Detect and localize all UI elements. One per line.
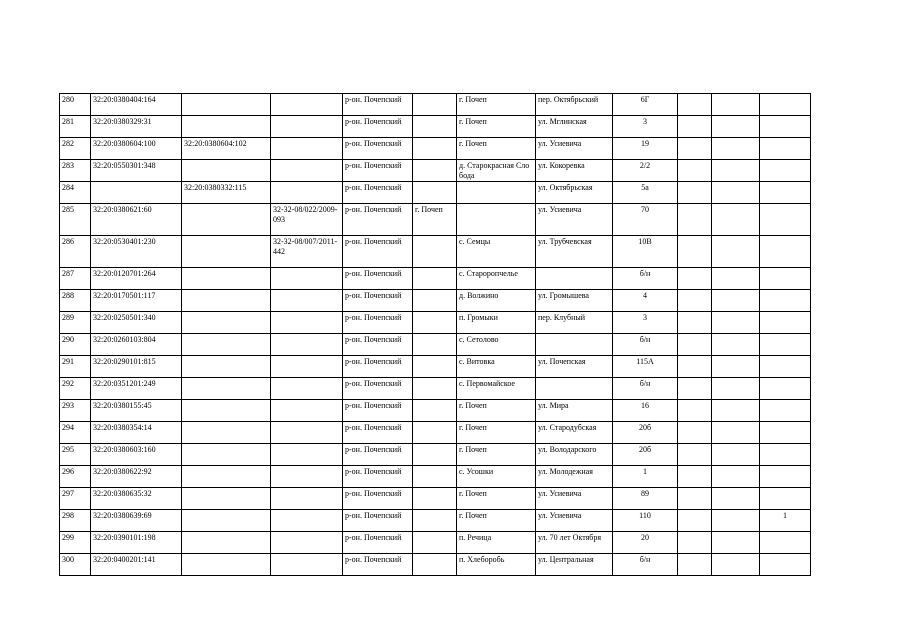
extra-cell-3 xyxy=(760,400,811,422)
table-row xyxy=(60,554,811,576)
settlement-cell: г. Почеп xyxy=(457,444,536,466)
row-number-cell: 285 xyxy=(60,204,91,236)
extra-cell-2 xyxy=(712,334,760,356)
row-number-cell: 298 xyxy=(60,510,91,532)
district-cell: р-он. Почепский xyxy=(343,94,413,116)
extra-cell-3 xyxy=(760,204,811,236)
property-table xyxy=(59,93,811,576)
extra-cell-3 xyxy=(760,312,811,334)
cadastral-number-cell: 32:20:0400201:141 xyxy=(91,554,182,576)
extra-cell-2 xyxy=(712,268,760,290)
extra-cell-2 xyxy=(712,290,760,312)
extra-cell-1 xyxy=(678,356,712,378)
cadastral-number-cell: 32:20:0380604:100 xyxy=(91,138,182,160)
registration-number-cell xyxy=(271,138,343,160)
district-cell: р-он. Почепский xyxy=(343,422,413,444)
extra-cell-2 xyxy=(712,444,760,466)
extra-cell-3 xyxy=(760,116,811,138)
settlement-cell: с. Сетолово xyxy=(457,334,536,356)
house-number-cell: 20 xyxy=(613,532,678,554)
district-cell: р-он. Почепский xyxy=(343,488,413,510)
cadastral-number-cell: 32:20:0380603:160 xyxy=(91,444,182,466)
street-cell: ул. Усиевича xyxy=(536,488,613,510)
cadastral-number-cell: 32:20:0351201:249 xyxy=(91,378,182,400)
registration-number-cell xyxy=(271,488,343,510)
house-number-cell: 70 xyxy=(613,204,678,236)
cadastral-number-2-cell xyxy=(182,554,271,576)
cadastral-number-cell: 32:20:0380329:31 xyxy=(91,116,182,138)
street-cell: ул. Усиевича xyxy=(536,138,613,160)
table-row xyxy=(60,400,811,422)
district-cell: р-он. Почепский xyxy=(343,400,413,422)
row-number-cell: 288 xyxy=(60,290,91,312)
registration-number-cell xyxy=(271,94,343,116)
extra-cell-1 xyxy=(678,334,712,356)
house-number-cell: б/н xyxy=(613,334,678,356)
house-number-cell: 16 xyxy=(613,400,678,422)
settlement-cell: г. Почеп xyxy=(457,400,536,422)
extra-cell-2 xyxy=(712,204,760,236)
cadastral-number-cell: 32:20:0380622:92 xyxy=(91,466,182,488)
city-cell: г. Почеп xyxy=(413,204,457,236)
cadastral-number-cell: 32:20:0380155:45 xyxy=(91,400,182,422)
house-number-cell: 89 xyxy=(613,488,678,510)
table-row xyxy=(60,290,811,312)
street-cell: ул. Усиевича xyxy=(536,204,613,236)
cadastral-number-cell: 32:20:0380621:60 xyxy=(91,204,182,236)
settlement-cell: г. Почеп xyxy=(457,116,536,138)
house-number-cell: 115А xyxy=(613,356,678,378)
row-number-cell: 280 xyxy=(60,94,91,116)
cadastral-number-2-cell xyxy=(182,378,271,400)
cadastral-number-cell: 32:20:0550301:348 xyxy=(91,160,182,182)
cadastral-number-cell: 32:20:0120701:264 xyxy=(91,268,182,290)
registration-number-cell xyxy=(271,444,343,466)
cadastral-number-2-cell xyxy=(182,356,271,378)
street-cell: ул. Громышева xyxy=(536,290,613,312)
extra-cell-3 xyxy=(760,182,811,204)
row-number-cell: 297 xyxy=(60,488,91,510)
extra-cell-2 xyxy=(712,116,760,138)
extra-cell-2 xyxy=(712,466,760,488)
city-cell xyxy=(413,510,457,532)
street-cell: ул. Кокоревка xyxy=(536,160,613,182)
extra-cell-3 xyxy=(760,94,811,116)
house-number-cell: 3 xyxy=(613,116,678,138)
city-cell xyxy=(413,400,457,422)
extra-cell-1 xyxy=(678,510,712,532)
street-cell: ул. Усиевича xyxy=(536,510,613,532)
extra-cell-3 xyxy=(760,236,811,268)
extra-cell-3 xyxy=(760,422,811,444)
street-cell: ул. Мглинская xyxy=(536,116,613,138)
street-cell: ул. Центральная xyxy=(536,554,613,576)
extra-cell-1 xyxy=(678,268,712,290)
extra-cell-2 xyxy=(712,236,760,268)
cadastral-number-2-cell xyxy=(182,204,271,236)
row-number-cell: 283 xyxy=(60,160,91,182)
registration-number-cell xyxy=(271,334,343,356)
house-number-cell: 19 xyxy=(613,138,678,160)
extra-cell-2 xyxy=(712,138,760,160)
street-cell: ул. 70 лет Октября xyxy=(536,532,613,554)
extra-cell-3 xyxy=(760,138,811,160)
district-cell: р-он. Почепский xyxy=(343,160,413,182)
cadastral-number-cell: 32:20:0170501:117 xyxy=(91,290,182,312)
extra-cell-2 xyxy=(712,312,760,334)
row-number-cell: 293 xyxy=(60,400,91,422)
cadastral-number-2-cell xyxy=(182,510,271,532)
settlement-cell: п. Громыки xyxy=(457,312,536,334)
extra-cell-1 xyxy=(678,160,712,182)
registration-number-cell xyxy=(271,400,343,422)
registration-number-cell xyxy=(271,378,343,400)
cadastral-number-cell: 32:20:0260103:804 xyxy=(91,334,182,356)
settlement-cell: с. Староропчелье xyxy=(457,268,536,290)
settlement-cell: с. Первомайское xyxy=(457,378,536,400)
house-number-cell: 10В xyxy=(613,236,678,268)
extra-cell-1 xyxy=(678,236,712,268)
city-cell xyxy=(413,378,457,400)
row-number-cell: 287 xyxy=(60,268,91,290)
extra-cell-2 xyxy=(712,400,760,422)
settlement-cell: с. Усошки xyxy=(457,466,536,488)
extra-cell-3 xyxy=(760,334,811,356)
row-number-cell: 294 xyxy=(60,422,91,444)
table-row xyxy=(60,182,811,204)
city-cell xyxy=(413,94,457,116)
city-cell xyxy=(413,312,457,334)
cadastral-number-cell: 32:20:0530401:230 xyxy=(91,236,182,268)
table-row xyxy=(60,444,811,466)
extra-cell-3 xyxy=(760,488,811,510)
district-cell: р-он. Почепский xyxy=(343,444,413,466)
city-cell xyxy=(413,236,457,268)
settlement-cell: д. Старокрасная Слобода xyxy=(457,160,536,182)
district-cell: р-он. Почепский xyxy=(343,510,413,532)
extra-cell-1 xyxy=(678,290,712,312)
extra-cell-2 xyxy=(712,488,760,510)
street-cell xyxy=(536,268,613,290)
extra-cell-2 xyxy=(712,532,760,554)
extra-cell-2 xyxy=(712,94,760,116)
extra-cell-3 xyxy=(760,532,811,554)
table-row xyxy=(60,356,811,378)
extra-cell-1 xyxy=(678,554,712,576)
registration-number-cell xyxy=(271,182,343,204)
table-row xyxy=(60,466,811,488)
table-row xyxy=(60,160,811,182)
table-row xyxy=(60,510,811,532)
extra-cell-1 xyxy=(678,116,712,138)
house-number-cell: 4 xyxy=(613,290,678,312)
city-cell xyxy=(413,182,457,204)
city-cell xyxy=(413,290,457,312)
row-number-cell: 286 xyxy=(60,236,91,268)
street-cell: ул. Октябрьская xyxy=(536,182,613,204)
house-number-cell: 2/2 xyxy=(613,160,678,182)
cadastral-number-2-cell xyxy=(182,116,271,138)
registration-number-cell xyxy=(271,532,343,554)
extra-cell-1 xyxy=(678,466,712,488)
extra-cell-2 xyxy=(712,182,760,204)
house-number-cell: б/н xyxy=(613,378,678,400)
house-number-cell: 5а xyxy=(613,182,678,204)
street-cell: пер. Октябрьский xyxy=(536,94,613,116)
cadastral-number-2-cell xyxy=(182,268,271,290)
cadastral-number-2-cell xyxy=(182,444,271,466)
settlement-cell xyxy=(457,182,536,204)
city-cell xyxy=(413,160,457,182)
street-cell xyxy=(536,378,613,400)
house-number-cell: 3 xyxy=(613,312,678,334)
row-number-cell: 290 xyxy=(60,334,91,356)
extra-cell-3 xyxy=(760,378,811,400)
settlement-cell: с. Витовка xyxy=(457,356,536,378)
district-cell: р-он. Почепский xyxy=(343,182,413,204)
settlement-cell xyxy=(457,204,536,236)
street-cell xyxy=(536,334,613,356)
city-cell xyxy=(413,138,457,160)
district-cell: р-он. Почепский xyxy=(343,466,413,488)
street-cell: пер. Клубный xyxy=(536,312,613,334)
extra-cell-1 xyxy=(678,532,712,554)
table-row xyxy=(60,116,811,138)
extra-cell-2 xyxy=(712,510,760,532)
street-cell: ул. Трубчевская xyxy=(536,236,613,268)
extra-cell-1 xyxy=(678,94,712,116)
district-cell: р-он. Почепский xyxy=(343,236,413,268)
settlement-cell: г. Почеп xyxy=(457,510,536,532)
house-number-cell: б/н xyxy=(613,268,678,290)
cadastral-number-2-cell xyxy=(182,160,271,182)
cadastral-number-2-cell xyxy=(182,94,271,116)
settlement-cell: г. Почеп xyxy=(457,94,536,116)
street-cell: ул. Мира xyxy=(536,400,613,422)
extra-cell-2 xyxy=(712,356,760,378)
table-row xyxy=(60,422,811,444)
city-cell xyxy=(413,444,457,466)
district-cell: р-он. Почепский xyxy=(343,532,413,554)
cadastral-number-2-cell xyxy=(182,488,271,510)
registration-number-cell xyxy=(271,356,343,378)
table-row xyxy=(60,94,811,116)
cadastral-number-cell: 32:20:0380639:69 xyxy=(91,510,182,532)
street-cell: ул. Володарского xyxy=(536,444,613,466)
district-cell: р-он. Почепский xyxy=(343,138,413,160)
city-cell xyxy=(413,268,457,290)
settlement-cell: г. Почеп xyxy=(457,138,536,160)
district-cell: р-он. Почепский xyxy=(343,290,413,312)
extra-cell-2 xyxy=(712,554,760,576)
extra-cell-1 xyxy=(678,182,712,204)
extra-cell-1 xyxy=(678,422,712,444)
cadastral-number-2-cell: 32:20:0380332:115 xyxy=(182,182,271,204)
table-row xyxy=(60,378,811,400)
registration-number-cell xyxy=(271,116,343,138)
house-number-cell: 20б xyxy=(613,422,678,444)
table-row xyxy=(60,532,811,554)
extra-cell-1 xyxy=(678,400,712,422)
city-cell xyxy=(413,466,457,488)
cadastral-number-2-cell xyxy=(182,532,271,554)
district-cell: р-он. Почепский xyxy=(343,378,413,400)
extra-cell-3 xyxy=(760,444,811,466)
extra-cell-2 xyxy=(712,378,760,400)
district-cell: р-он. Почепский xyxy=(343,116,413,138)
extra-cell-3 xyxy=(760,290,811,312)
row-number-cell: 282 xyxy=(60,138,91,160)
district-cell: р-он. Почепский xyxy=(343,268,413,290)
city-cell xyxy=(413,532,457,554)
extra-cell-3 xyxy=(760,356,811,378)
house-number-cell: 6Г xyxy=(613,94,678,116)
table-row xyxy=(60,236,811,268)
district-cell: р-он. Почепский xyxy=(343,554,413,576)
district-cell: р-он. Почепский xyxy=(343,204,413,236)
extra-cell-1 xyxy=(678,312,712,334)
house-number-cell: 1 xyxy=(613,466,678,488)
street-cell: ул. Почепская xyxy=(536,356,613,378)
street-cell: ул. Молодежная xyxy=(536,466,613,488)
house-number-cell: б/н xyxy=(613,554,678,576)
city-cell xyxy=(413,488,457,510)
extra-cell-1 xyxy=(678,444,712,466)
row-number-cell: 296 xyxy=(60,466,91,488)
cadastral-number-cell: 32:20:0380404:164 xyxy=(91,94,182,116)
registration-number-cell: 32-32-08/022/2009-093 xyxy=(271,204,343,236)
city-cell xyxy=(413,554,457,576)
extra-cell-1 xyxy=(678,378,712,400)
registration-number-cell xyxy=(271,160,343,182)
cadastral-number-2-cell xyxy=(182,312,271,334)
cadastral-number-2-cell xyxy=(182,400,271,422)
extra-cell-1 xyxy=(678,204,712,236)
registration-number-cell xyxy=(271,466,343,488)
row-number-cell: 295 xyxy=(60,444,91,466)
cadastral-number-cell xyxy=(91,182,182,204)
registration-number-cell: 32-32-08/007/2011-442 xyxy=(271,236,343,268)
table-row xyxy=(60,312,811,334)
cadastral-number-2-cell: 32:20:0380604:102 xyxy=(182,138,271,160)
table-row xyxy=(60,268,811,290)
cadastral-number-2-cell xyxy=(182,334,271,356)
cadastral-number-cell: 32:20:0250501:340 xyxy=(91,312,182,334)
registration-number-cell xyxy=(271,290,343,312)
extra-cell-1 xyxy=(678,138,712,160)
extra-cell-3 xyxy=(760,466,811,488)
row-number-cell: 291 xyxy=(60,356,91,378)
city-cell xyxy=(413,116,457,138)
district-cell: р-он. Почепский xyxy=(343,312,413,334)
extra-cell-3 xyxy=(760,554,811,576)
extra-cell-3: 1 xyxy=(760,510,811,532)
registration-number-cell xyxy=(271,312,343,334)
settlement-cell: п. Хлеборобь xyxy=(457,554,536,576)
registration-number-cell xyxy=(271,422,343,444)
cadastral-number-2-cell xyxy=(182,466,271,488)
cadastral-number-2-cell xyxy=(182,236,271,268)
settlement-cell: с. Семцы xyxy=(457,236,536,268)
settlement-cell: г. Почеп xyxy=(457,488,536,510)
row-number-cell: 289 xyxy=(60,312,91,334)
house-number-cell: 20б xyxy=(613,444,678,466)
city-cell xyxy=(413,334,457,356)
extra-cell-3 xyxy=(760,160,811,182)
district-cell: р-он. Почепский xyxy=(343,356,413,378)
cadastral-number-2-cell xyxy=(182,422,271,444)
extra-cell-3 xyxy=(760,268,811,290)
row-number-cell: 281 xyxy=(60,116,91,138)
house-number-cell: 110 xyxy=(613,510,678,532)
table-row xyxy=(60,138,811,160)
settlement-cell: д. Волжино xyxy=(457,290,536,312)
extra-cell-1 xyxy=(678,488,712,510)
city-cell xyxy=(413,356,457,378)
row-number-cell: 284 xyxy=(60,182,91,204)
registration-number-cell xyxy=(271,268,343,290)
row-number-cell: 292 xyxy=(60,378,91,400)
row-number-cell: 300 xyxy=(60,554,91,576)
settlement-cell: г. Почеп xyxy=(457,422,536,444)
extra-cell-2 xyxy=(712,422,760,444)
street-cell: ул. Стародубская xyxy=(536,422,613,444)
row-number-cell: 299 xyxy=(60,532,91,554)
city-cell xyxy=(413,422,457,444)
registration-number-cell xyxy=(271,554,343,576)
cadastral-number-cell: 32:20:0390101:198 xyxy=(91,532,182,554)
table-row xyxy=(60,204,811,236)
extra-cell-2 xyxy=(712,160,760,182)
settlement-cell: п. Речица xyxy=(457,532,536,554)
district-cell: р-он. Почепский xyxy=(343,334,413,356)
cadastral-number-cell: 32:20:0380354:14 xyxy=(91,422,182,444)
cadastral-number-cell: 32:20:0290101:815 xyxy=(91,356,182,378)
cadastral-number-2-cell xyxy=(182,290,271,312)
cadastral-number-cell: 32:20:0380635:32 xyxy=(91,488,182,510)
registration-number-cell xyxy=(271,510,343,532)
table-row xyxy=(60,334,811,356)
table-row xyxy=(60,488,811,510)
